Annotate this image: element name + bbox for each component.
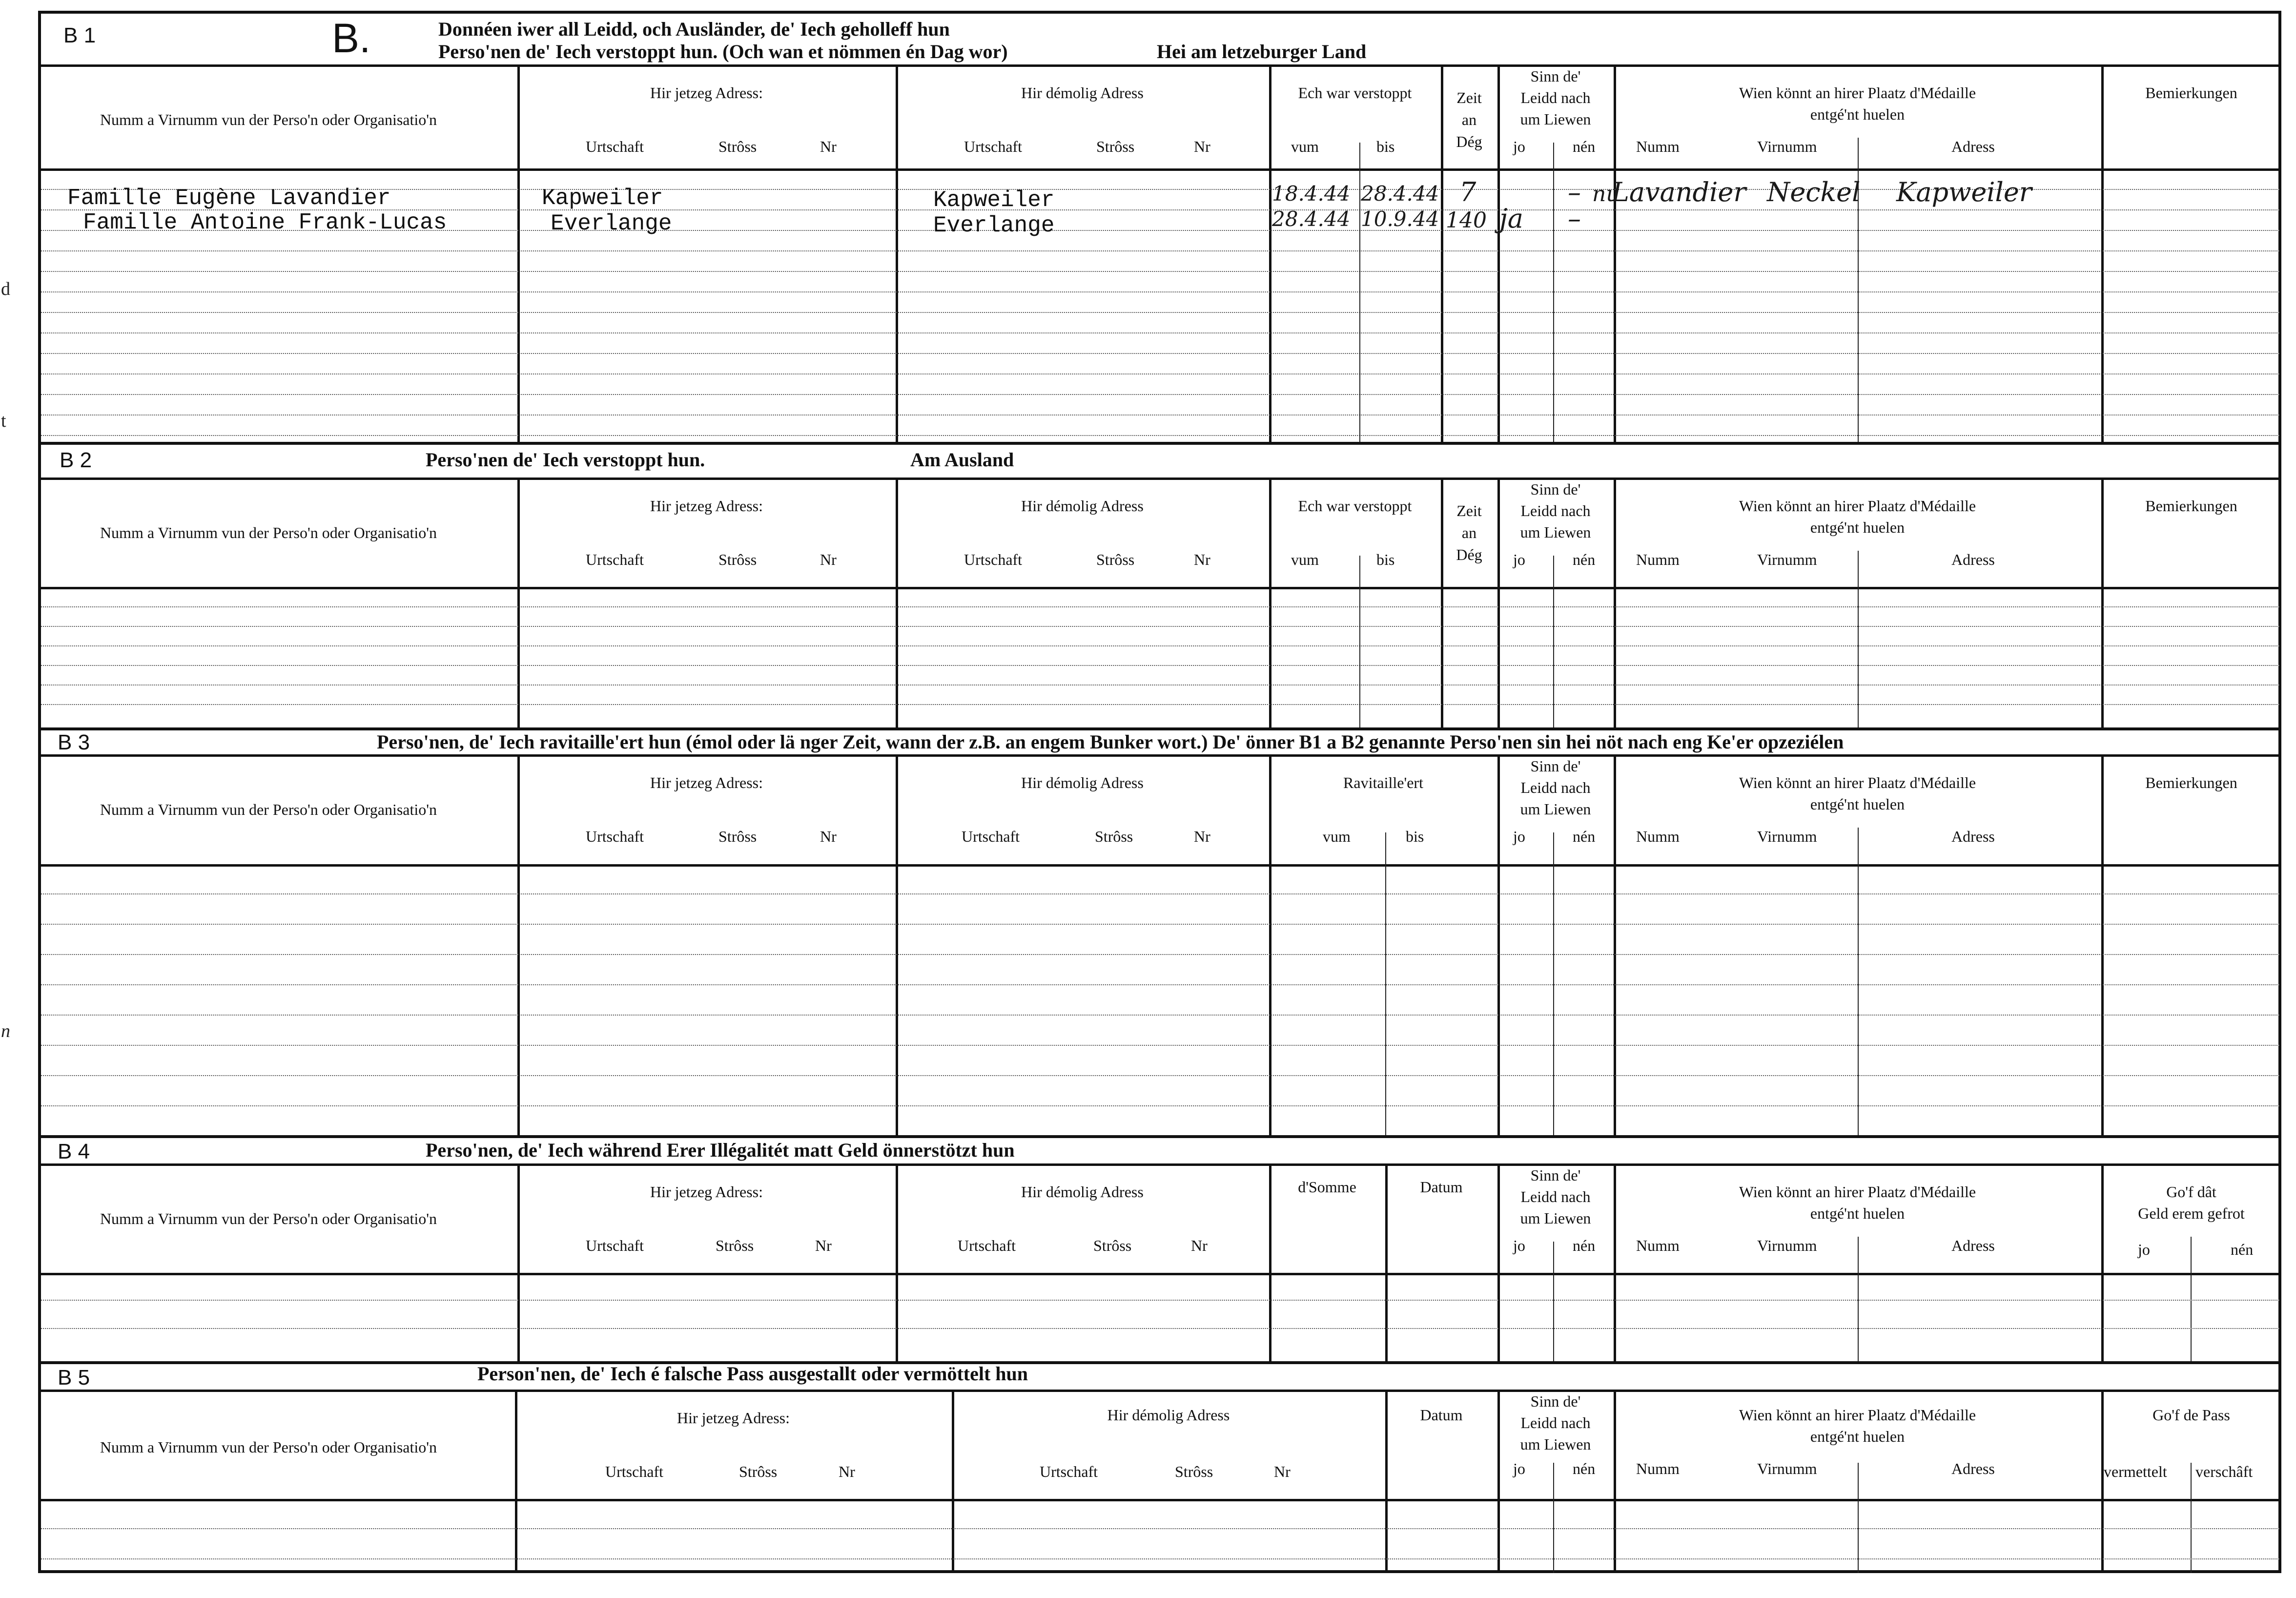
- column-header-jo: jo: [2138, 1241, 2150, 1258]
- entry-line: [41, 1528, 2279, 1529]
- column-header-liewen: um Liewen: [1520, 523, 1591, 541]
- column-header-adress: Adress: [1951, 138, 1995, 155]
- column-header-medal-2: entgé'nt huelen: [1810, 1204, 1905, 1222]
- section-code: B 4: [58, 1140, 90, 1163]
- hidden-until: 10.9.44: [1361, 207, 1439, 231]
- column-rule: [896, 754, 898, 1135]
- column-header-bis: bis: [1376, 138, 1395, 155]
- entry-line: [41, 1045, 2279, 1046]
- column-header-adress: Adress: [1951, 1460, 1995, 1477]
- column-header-ravitailleert: Ravitaille'ert: [1343, 774, 1423, 791]
- column-rule: [517, 754, 520, 1135]
- column-header-an: an: [1461, 111, 1477, 128]
- column-header-hidden: Ech war verstoppt: [1298, 497, 1412, 515]
- column-header-urtschaft: Urtschaft: [586, 1237, 644, 1254]
- column-header-nen: nén: [1573, 1237, 1596, 1254]
- column-header-medal-2: entgé'nt huelen: [1810, 105, 1905, 123]
- column-header-jo: jo: [1513, 828, 1525, 845]
- column-header-numm: Numm: [1636, 551, 1680, 568]
- margin-fragment: d: [1, 279, 10, 299]
- column-header-stross: Strôss: [1175, 1463, 1213, 1480]
- section-code: B 3: [58, 730, 90, 754]
- column-rule: [1858, 828, 1859, 864]
- entry-line: [41, 954, 2279, 955]
- column-header-jo: jo: [1513, 1460, 1525, 1477]
- column-header-remarks: Bemierkungen: [2145, 774, 2237, 791]
- column-header-current-address: Hir jetzeg Adress:: [650, 84, 763, 102]
- column-header-name: Numm a Virnumm vun der Perso'n oder Organisatio'n: [100, 801, 437, 818]
- entry-line: [41, 665, 2279, 666]
- column-header-liewen: um Liewen: [1520, 1435, 1591, 1453]
- column-header-virnumm: Virnumm: [1757, 1237, 1817, 1254]
- section-title: Perso'nen, de' Iech ravitaille'ert hun (émol oder lä nger Zeit, wann der z.B. an engem Bunker wort.) De' önner B1 a B2 genannte Perso'nen sin hei nöt nach eng Ke'er opzeziélen: [377, 731, 1844, 753]
- margin-fragment: t: [1, 411, 6, 431]
- column-header-nen: nén: [1573, 138, 1596, 155]
- column-rule: [1269, 754, 1271, 1135]
- column-header-liewen: um Liewen: [1520, 1209, 1591, 1227]
- column-header-adress: Adress: [1951, 828, 1995, 845]
- column-header-virnumm: Virnumm: [1757, 1460, 1817, 1477]
- column-header-geld-2: Geld erem gefrot: [2138, 1204, 2245, 1222]
- column-header-urtschaft: Urtschaft: [958, 1237, 1016, 1254]
- column-header-vermettelt: vermettelt: [2104, 1463, 2167, 1480]
- column-header-liewen: um Liewen: [1520, 110, 1591, 128]
- column-rule: [1359, 143, 1360, 168]
- column-header-virnumm: Virnumm: [1757, 138, 1817, 155]
- column-header-nr: Nr: [839, 1463, 855, 1480]
- column-header-leidd: Leidd nach: [1520, 779, 1591, 796]
- column-header-zeit: Zeit: [1456, 89, 1482, 106]
- form-letter: B.: [332, 15, 371, 61]
- column-header-stross: Strôss: [718, 138, 757, 155]
- entry-line: [41, 312, 2279, 313]
- column-header-urtschaft: Urtschaft: [605, 1463, 664, 1480]
- column-header-stross: Strôss: [739, 1463, 778, 1480]
- column-header-name: Numm a Virnumm vun der Perso'n oder Organisatio'n: [100, 524, 437, 541]
- column-header-somme: d'Somme: [1298, 1178, 1356, 1196]
- entry-line: [41, 1015, 2279, 1016]
- column-header-leidd: Leidd nach: [1520, 502, 1591, 519]
- entry-line: [41, 1105, 2279, 1106]
- column-rule: [1553, 1463, 1554, 1499]
- section-code: B 5: [58, 1366, 90, 1390]
- column-rule: [2101, 64, 2104, 442]
- column-header-stross: Strôss: [718, 828, 757, 845]
- column-header-adress: Adress: [1951, 1237, 1995, 1254]
- alive-yes: ja: [1499, 203, 1523, 234]
- column-header-stross: Strôss: [716, 1237, 754, 1254]
- column-header-sinn: Sinn de': [1530, 1166, 1581, 1184]
- column-header-nr: Nr: [1191, 1237, 1208, 1254]
- section-subtitle: Perso'nen de' Iech verstoppt hun. (Och wan et nömmen én Dag wor): [438, 41, 1008, 62]
- column-header-medal-2: entgé'nt huelen: [1810, 795, 1905, 813]
- margin-fragment: n: [1, 1021, 10, 1041]
- column-header-urtschaft: Urtschaft: [586, 138, 644, 155]
- column-header-numm: Numm: [1636, 828, 1680, 845]
- column-header-nr: Nr: [1194, 551, 1210, 568]
- column-header-medal: Wien könnt an hirer Plaatz d'Médaille: [1739, 1406, 1976, 1424]
- column-header-vum: vum: [1291, 138, 1319, 155]
- column-rule: [1553, 587, 1554, 727]
- column-header-leidd: Leidd nach: [1520, 89, 1591, 106]
- column-header-former-address: Hir démolig Adress: [1021, 774, 1144, 791]
- column-rule: [2191, 1499, 2192, 1573]
- entry-line: [41, 984, 2279, 985]
- column-header-urtschaft: Urtschaft: [964, 138, 1023, 155]
- column-header-current-address: Hir jetzeg Adress:: [650, 1183, 763, 1201]
- entry-line: [41, 893, 2279, 894]
- column-rule: [2101, 754, 2104, 1135]
- former-urtschaft: Everlange: [933, 213, 1055, 238]
- column-header-zeit: Zeit: [1456, 502, 1482, 519]
- column-rule: [896, 64, 898, 442]
- column-header-hidden: Ech war verstoppt: [1298, 84, 1412, 102]
- entry-line: [41, 1328, 2279, 1329]
- column-header-medal: Wien könnt an hirer Plaatz d'Médaille: [1739, 84, 1976, 102]
- entry-line: [41, 332, 2279, 333]
- column-header-adress: Adress: [1951, 551, 1995, 568]
- column-header-sinn: Sinn de': [1530, 1392, 1581, 1410]
- hidden-until: 28.4.44: [1361, 182, 1439, 206]
- current-urtschaft: Kapweiler: [542, 186, 663, 211]
- column-header-nr: Nr: [820, 551, 837, 568]
- column-header-leidd: Leidd nach: [1520, 1414, 1591, 1432]
- column-header-stross: Strôss: [1095, 828, 1133, 845]
- column-rule: [1553, 1499, 1554, 1573]
- column-header-urtschaft: Urtschaft: [1040, 1463, 1098, 1480]
- column-rule: [1385, 864, 1386, 1135]
- column-header-nr: Nr: [820, 828, 837, 845]
- column-header-urtschaft: Urtschaft: [586, 828, 644, 845]
- column-header-numm: Numm: [1636, 1460, 1680, 1477]
- column-rule: [1269, 64, 1271, 442]
- column-header-nr: Nr: [1274, 1463, 1291, 1480]
- column-rule: [1553, 864, 1554, 1135]
- column-rule: [1553, 1242, 1554, 1273]
- column-header-medal: Wien könnt an hirer Plaatz d'Médaille: [1739, 497, 1976, 515]
- entry-line: [41, 435, 2279, 436]
- column-header-name: Numm a Virnumm vun der Perso'n oder Organisatio'n: [100, 1210, 437, 1227]
- column-header-virnumm: Virnumm: [1757, 551, 1817, 568]
- column-header-nen: nén: [1573, 551, 1596, 568]
- person-name: Famille Eugène Lavandier: [67, 186, 391, 211]
- column-header-datum: Datum: [1420, 1178, 1463, 1196]
- column-header-deg: Dég: [1456, 133, 1482, 150]
- alive-no: nu: [1592, 182, 1620, 207]
- column-header-medal: Wien könnt an hirer Plaatz d'Médaille: [1739, 1183, 1976, 1201]
- column-header-urtschaft: Urtschaft: [586, 551, 644, 568]
- column-header-nr: Nr: [820, 138, 837, 155]
- column-header-urtschaft: Urtschaft: [964, 551, 1023, 568]
- column-header-pass: Go'f de Pass: [2152, 1406, 2230, 1424]
- column-header-nen: nén: [1573, 1460, 1596, 1477]
- former-urtschaft: Kapweiler: [933, 187, 1055, 213]
- column-header-medal-2: entgé'nt huelen: [1810, 1428, 1905, 1445]
- column-header-urtschaft: Urtschaft: [962, 828, 1020, 845]
- column-header-jo: jo: [1513, 138, 1525, 155]
- days-count: 140: [1446, 208, 1487, 233]
- entry-line: [41, 626, 2279, 627]
- medal-numm: Lavandier: [1612, 177, 1746, 208]
- column-rule: [1553, 832, 1554, 864]
- column-header-sinn: Sinn de': [1530, 480, 1581, 498]
- column-rule: [1553, 143, 1554, 168]
- current-urtschaft: Everlange: [551, 211, 672, 236]
- column-header-stross: Strôss: [1096, 138, 1135, 155]
- column-header-jo: jo: [1513, 551, 1525, 568]
- column-header-current-address: Hir jetzeg Adress:: [676, 1409, 790, 1427]
- alive-yes: –: [1568, 177, 1581, 208]
- column-header-an: an: [1461, 524, 1477, 541]
- column-header-jo: jo: [1513, 1237, 1525, 1254]
- column-header-current-address: Hir jetzeg Adress:: [650, 774, 763, 791]
- entry-line: [41, 291, 2279, 292]
- column-rule: [1553, 1273, 1554, 1361]
- column-header-stross: Strôss: [1096, 551, 1135, 568]
- column-header-bis: bis: [1376, 551, 1395, 568]
- column-header-deg: Dég: [1456, 546, 1482, 563]
- column-rule: [517, 64, 520, 442]
- column-rule: [1858, 138, 1859, 168]
- column-header-vum: vum: [1291, 551, 1319, 568]
- entry-line: [41, 1300, 2279, 1301]
- hidden-from: 18.4.44: [1272, 182, 1351, 206]
- column-header-nen: nén: [2231, 1241, 2254, 1258]
- column-header-remarks: Bemierkungen: [2145, 497, 2237, 515]
- column-header-nen: nén: [1573, 828, 1596, 845]
- column-rule: [1858, 1273, 1859, 1361]
- column-header-geld: Go'f dât: [2166, 1183, 2216, 1201]
- column-rule: [1858, 1499, 1859, 1573]
- hidden-from: 28.4.44: [1272, 207, 1351, 231]
- column-rule: [1858, 551, 1859, 587]
- column-rule: [1858, 587, 1859, 727]
- entry-line: [41, 1558, 2279, 1559]
- column-header-medal-2: entgé'nt huelen: [1810, 519, 1905, 536]
- entry-line: [41, 606, 2279, 607]
- entry-line: [41, 271, 2279, 272]
- column-header-sinn: Sinn de': [1530, 757, 1581, 775]
- entry-line: [41, 394, 2279, 395]
- column-header-numm: Numm: [1636, 138, 1680, 155]
- column-header-current-address: Hir jetzeg Adress:: [650, 497, 763, 515]
- medal-virnumm: Neckel: [1767, 177, 1861, 208]
- section-code: B 1: [63, 23, 96, 47]
- column-rule: [1359, 587, 1360, 727]
- column-header-verschaft: verschâft: [2195, 1463, 2253, 1480]
- column-header-medal: Wien könnt an hirer Plaatz d'Médaille: [1739, 774, 1976, 791]
- column-rule: [2191, 1463, 2192, 1499]
- section-title: Person'nen, de' Iech é falsche Pass ausgestallt oder vermöttelt hun: [477, 1363, 1028, 1385]
- person-name: Famille Antoine Frank-Lucas: [83, 210, 447, 235]
- column-rule: [2191, 1237, 2192, 1273]
- column-header-remarks: Bemierkungen: [2145, 84, 2237, 102]
- entry-line: [41, 353, 2279, 354]
- section-title: Perso'nen de' Iech verstoppt hun.: [426, 449, 705, 471]
- column-header-nr: Nr: [1194, 828, 1210, 845]
- column-header-datum: Datum: [1420, 1406, 1463, 1424]
- column-header-stross: Strôss: [718, 551, 757, 568]
- entry-line: [41, 645, 2279, 646]
- column-header-former-address: Hir démolig Adress: [1021, 84, 1144, 102]
- entry-line: [41, 704, 2279, 705]
- column-header-leidd: Leidd nach: [1520, 1188, 1591, 1205]
- column-rule: [1858, 864, 1859, 1135]
- column-header-former-address: Hir démolig Adress: [1107, 1406, 1230, 1424]
- column-header-name: Numm a Virnumm vun der Perso'n oder Organisatio'n: [100, 1438, 437, 1456]
- section-title: Donnéen iwer all Leidd, och Ausländer, de' Iech geholleff hun: [438, 18, 950, 40]
- column-rule: [1858, 1237, 1859, 1273]
- entry-line: [41, 924, 2279, 925]
- form-frame: [38, 11, 2281, 1573]
- column-header-name: Numm a Virnumm vun der Perso'n oder Organisatio'n: [100, 111, 437, 128]
- column-header-stross: Strôss: [1093, 1237, 1132, 1254]
- column-rule: [1553, 556, 1554, 587]
- column-rule: [1385, 832, 1386, 864]
- column-header-former-address: Hir démolig Adress: [1021, 1183, 1144, 1201]
- column-rule: [1858, 1463, 1859, 1499]
- column-header-nr: Nr: [1194, 138, 1210, 155]
- column-header-numm: Numm: [1636, 1237, 1680, 1254]
- entry-line: [41, 1075, 2279, 1076]
- medal-adress: Kapweiler: [1896, 177, 2032, 208]
- section-title-right: Hei am letzeburger Land: [1157, 41, 1367, 62]
- column-rule: [1359, 556, 1360, 587]
- column-header-liewen: um Liewen: [1520, 800, 1591, 818]
- days-count: 7: [1459, 177, 1476, 208]
- column-rule: [2191, 1273, 2192, 1361]
- section-code: B 2: [60, 448, 92, 472]
- column-header-virnumm: Virnumm: [1757, 828, 1817, 845]
- column-header-bis: bis: [1406, 828, 1424, 845]
- entry-line: [41, 250, 2279, 251]
- section-title-right: Am Ausland: [910, 449, 1014, 471]
- column-header-former-address: Hir démolig Adress: [1021, 497, 1144, 515]
- column-header-sinn: Sinn de': [1530, 67, 1581, 85]
- column-header-vum: vum: [1323, 828, 1351, 845]
- section-title: Perso'nen, de' Iech während Erer Illégalitét matt Geld önnerstötzt hun: [426, 1139, 1015, 1161]
- alive-no: –: [1568, 203, 1581, 234]
- column-header-nr: Nr: [815, 1237, 832, 1254]
